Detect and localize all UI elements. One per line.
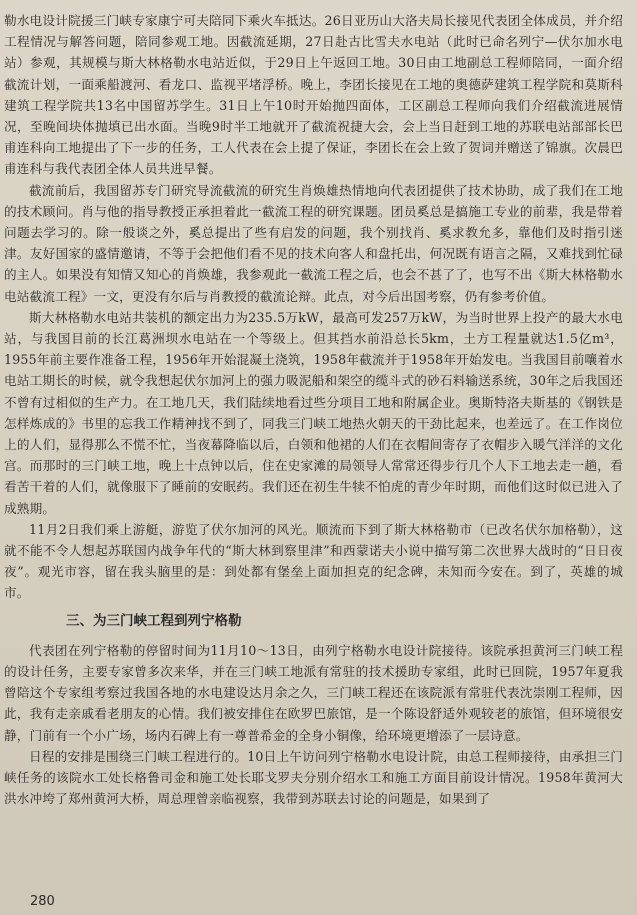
body-paragraph-2: 截流前后，我国留苏专门研究导流截流的研究生肖焕雄热情地向代表团提供了技术协助，成了我们在工地的技术顾问。肖与他的指导教授正承担着此一截流工程的研究课题。团员奚总是搞施工专业的前辈，我是带着问题去学习的。除一般谈之外，奚总提出了些有启发的问题，我个别找肖、奚求教允多，靠他们及时指引迷津。友好国家的盛情邀请，不等于会把他们看不见的技术向客人和盘托出，何况既有语言之隔，又难找到忙碌的主人。如果没有知情又知心的肖焕雄，我参观此一截流工程之后，也会不甚了了，也写不出《斯大林格勒水电站截流工程》一文，更没有尔后与肖教授的截流论辩。此点，对今后出国考察，仍有参考价值。 (4, 182, 623, 304)
section-heading: 三、为三门峡工程到列宁格勒 (66, 612, 242, 629)
page-number: 280 (30, 894, 55, 909)
body-paragraph-3: 斯大林格勒水电站共装机的额定出力为235.5万kW，最高可发257万kW，为当时世界上投产的最大水电站，与我国目前的长江葛洲坝水电站在一个等级上。但其挡水前沿总长5km，土方工程量就达1.5亿m³，1955年前主要作准备工程，1956年开始混凝土浇筑，1958年截流并于1958年开始发电。当我国目前嚷着水电站工期长的时候，就令我想起伏尔加河上的强力吸泥船和架空的缆斗式的砂石料输送系统，30年之后我国还不曾有过相似的生产力。在工地几天，我们陆续地看过些分项目工地和附属企业。奥斯特洛夫斯基的《钢铁是怎样炼成的》书里的忘我工作精神找不到了，同我三门峡工地热火朝天的干劲比起来，也差远了。在工作岗位上的人们，显得那么不慌不忙，当夜幕降临以后，白领和他裙的人们在衣帽间寄存了衣帽步入暖气洋洋的文化宫。而那时的三门峡工地，晚上十点钟以后，住在史家滩的局领导人常常还得步行几个人下工地去走一趟，看看苦干着的人们，就像服下了睡前的安眠药。我们还在初生牛犊不怕虎的青少年时期，而他们这时似已进入了成熟期。 (4, 309, 623, 516)
body-paragraph-5: 代表团在列宁格勒的停留时间为11月10～13日，由列宁格勒水电设计院接待。该院承担黄河三门峡工程的设计任务，主要专家曾多次来华，并在三门峡工地派有常驻的技术援助专家组，此时已回院，1957年夏我曾陪这个专家组考察过我国各地的水电建设达月余之久，三门峡工程还在该院派有常驻代表沈崇刚工程师，因此，我有走亲戚看老朋友的心情。我们被安排住在欧罗巴旅馆，是一个陈设舒适外观较老的旅馆，但环境很安静，门前有一个小广场，场内石碑上有一尊普希金的全身小铜像，给环境更增添了一层诗意。 (4, 642, 623, 743)
body-paragraph-6: 日程的安排是围绕三门峡工程进行的。10日上午访问列宁格勒水电设计院，由总工程师接待，由承担三门峡任务的该院水工处长格鲁司金和施工处长耶戈罗夫分别介绍水工和施工方面目前设计情况。1958年黄河大洪水冲垮了郑州黄河大桥，周总理曾亲临视察，我带到苏联去讨论的问题是，如果到了 (4, 748, 623, 807)
body-paragraph-1: 勒水电设计院援三门峡专家康宁可夫陪同下乘火车抵达。26日亚历山大洛夫局长接见代表团全体成员，并介绍工程情况与解答问题，陪同参观工地。因截流延期，27日赴古比雪夫水电站（此时已命名列宁—伏尔加水电站）参观，其规模与斯大林格勒水电站近似，于29日上午返回工地。30日由工地副总工程师陪同，一面介绍截流计划，一面乘船渡河、看龙口、监视平堵浮桥。晚上，李团长接见在工地的奥德萨建筑工程学院和莫斯科建筑工程学院共13名中国留苏学生。31日上午10时开始抛四面体，工区副总工程师向我们介绍截流进展情况，至晚间块体抛填已出水面。当晚9时半工地就开了截流祝捷大会，会上当日赶到工地的苏联电站部部长巴甫连科向工地提出了下一步的任务，工人代表在会上提了保证，李团长在会上致了贺词并赠送了锦旗。次晨巴甫连科与我代表团全体人员共进早餐。 (4, 13, 623, 177)
body-paragraph-4: 11月2日我们乘上游艇，游览了伏尔加河的风光。顺流而下到了斯大林格勒市（已改名伏尔加格勒），这就不能不令人想起苏联国内战争年代的“斯大林到察里津”和西蒙诺夫小说中描写第二次世界大战时的“日日夜夜”。观光市容，留在我头脑里的是：到处都有堡垒上面加担克的纪念碑，未知而今安在。到了，英雄的城市。 (4, 521, 623, 601)
